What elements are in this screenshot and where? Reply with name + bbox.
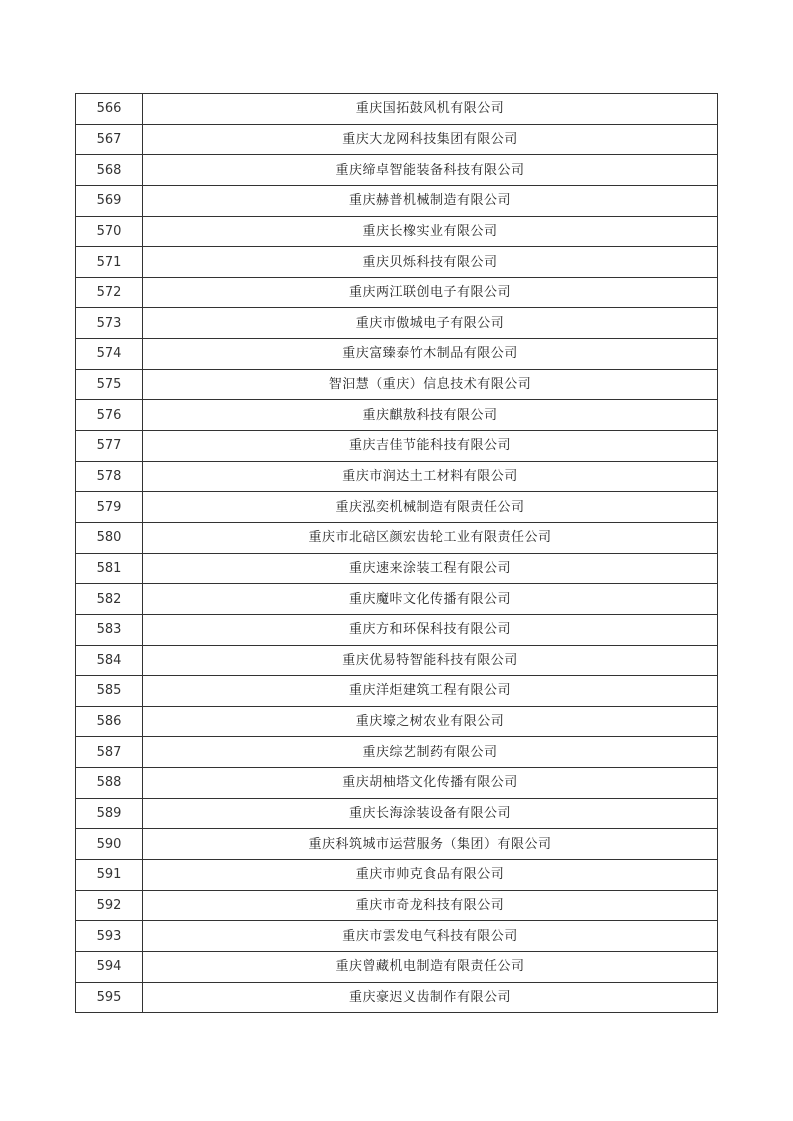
company-name: 重庆泓奕机械制造有限责任公司 <box>143 492 718 523</box>
table-row <box>76 277 718 308</box>
row-number: 594 <box>76 951 143 982</box>
company-name: 重庆豪迟义齿制作有限公司 <box>143 982 718 1013</box>
row-number: 569 <box>76 185 143 216</box>
company-name: 重庆吉佳节能科技有限公司 <box>143 431 718 462</box>
company-name: 重庆两江联创电子有限公司 <box>143 277 718 308</box>
row-number: 580 <box>76 522 143 553</box>
table-row <box>76 676 718 707</box>
row-number: 575 <box>76 369 143 400</box>
row-number: 584 <box>76 645 143 676</box>
row-number: 586 <box>76 706 143 737</box>
table-row <box>76 768 718 799</box>
row-number: 570 <box>76 216 143 247</box>
row-number: 592 <box>76 890 143 921</box>
row-number: 566 <box>76 94 143 125</box>
table-row <box>76 737 718 768</box>
table-row <box>76 584 718 615</box>
row-number: 593 <box>76 921 143 952</box>
company-name: 重庆富臻泰竹木制品有限公司 <box>143 339 718 370</box>
company-name: 重庆市北碚区颜宏齿轮工业有限责任公司 <box>143 522 718 553</box>
company-name: 重庆市帅克食品有限公司 <box>143 860 718 891</box>
row-number: 591 <box>76 860 143 891</box>
table-row <box>76 124 718 155</box>
company-name: 重庆胡柚塔文化传播有限公司 <box>143 768 718 799</box>
row-number: 585 <box>76 676 143 707</box>
company-name: 重庆贝烁科技有限公司 <box>143 247 718 278</box>
company-name: 重庆方和环保科技有限公司 <box>143 614 718 645</box>
table-row <box>76 982 718 1013</box>
row-number: 567 <box>76 124 143 155</box>
table-row <box>76 553 718 584</box>
row-number: 578 <box>76 461 143 492</box>
row-number: 587 <box>76 737 143 768</box>
table-row <box>76 645 718 676</box>
row-number: 568 <box>76 155 143 186</box>
table-row <box>76 522 718 553</box>
table-row <box>76 890 718 921</box>
company-name: 重庆优易特智能科技有限公司 <box>143 645 718 676</box>
table-row <box>76 431 718 462</box>
company-name: 智汩慧（重庆）信息技术有限公司 <box>143 369 718 400</box>
row-number: 576 <box>76 400 143 431</box>
company-list-table <box>75 93 718 1013</box>
table-row <box>76 400 718 431</box>
company-name: 重庆赫普机械制造有限公司 <box>143 185 718 216</box>
table-row <box>76 798 718 829</box>
table-row <box>76 185 718 216</box>
table-row <box>76 339 718 370</box>
company-name: 重庆市傲城电子有限公司 <box>143 308 718 339</box>
company-name: 重庆市润达土工材料有限公司 <box>143 461 718 492</box>
company-name: 重庆速来涂装工程有限公司 <box>143 553 718 584</box>
row-number: 577 <box>76 431 143 462</box>
company-name: 重庆长海涂装设备有限公司 <box>143 798 718 829</box>
row-number: 574 <box>76 339 143 370</box>
row-number: 590 <box>76 829 143 860</box>
company-name: 重庆国拓鼓风机有限公司 <box>143 94 718 125</box>
table-row <box>76 921 718 952</box>
table-row <box>76 951 718 982</box>
row-number: 581 <box>76 553 143 584</box>
company-name: 重庆魔咔文化传播有限公司 <box>143 584 718 615</box>
company-name: 重庆市奇龙科技有限公司 <box>143 890 718 921</box>
row-number: 589 <box>76 798 143 829</box>
row-number: 571 <box>76 247 143 278</box>
company-name: 重庆综艺制药有限公司 <box>143 737 718 768</box>
company-name: 重庆科筑城市运营服务（集团）有限公司 <box>143 829 718 860</box>
row-number: 582 <box>76 584 143 615</box>
company-name: 重庆壕之树农业有限公司 <box>143 706 718 737</box>
table-row <box>76 492 718 523</box>
table-row <box>76 247 718 278</box>
company-name: 重庆洋炬建筑工程有限公司 <box>143 676 718 707</box>
row-number: 583 <box>76 614 143 645</box>
table-row <box>76 461 718 492</box>
company-name: 重庆麒敖科技有限公司 <box>143 400 718 431</box>
table-row <box>76 706 718 737</box>
row-number: 572 <box>76 277 143 308</box>
row-number: 588 <box>76 768 143 799</box>
table-row <box>76 216 718 247</box>
table-row <box>76 308 718 339</box>
table-row <box>76 94 718 125</box>
table-row <box>76 155 718 186</box>
table-row <box>76 614 718 645</box>
company-name: 重庆曾藏机电制造有限责任公司 <box>143 951 718 982</box>
table-body <box>76 94 718 1013</box>
table-row <box>76 829 718 860</box>
company-name: 重庆长橡实业有限公司 <box>143 216 718 247</box>
table-row <box>76 369 718 400</box>
company-name: 重庆市雲发电气科技有限公司 <box>143 921 718 952</box>
table-row <box>76 860 718 891</box>
company-name: 重庆大龙网科技集团有限公司 <box>143 124 718 155</box>
company-name: 重庆缔卓智能装备科技有限公司 <box>143 155 718 186</box>
row-number: 595 <box>76 982 143 1013</box>
row-number: 579 <box>76 492 143 523</box>
row-number: 573 <box>76 308 143 339</box>
